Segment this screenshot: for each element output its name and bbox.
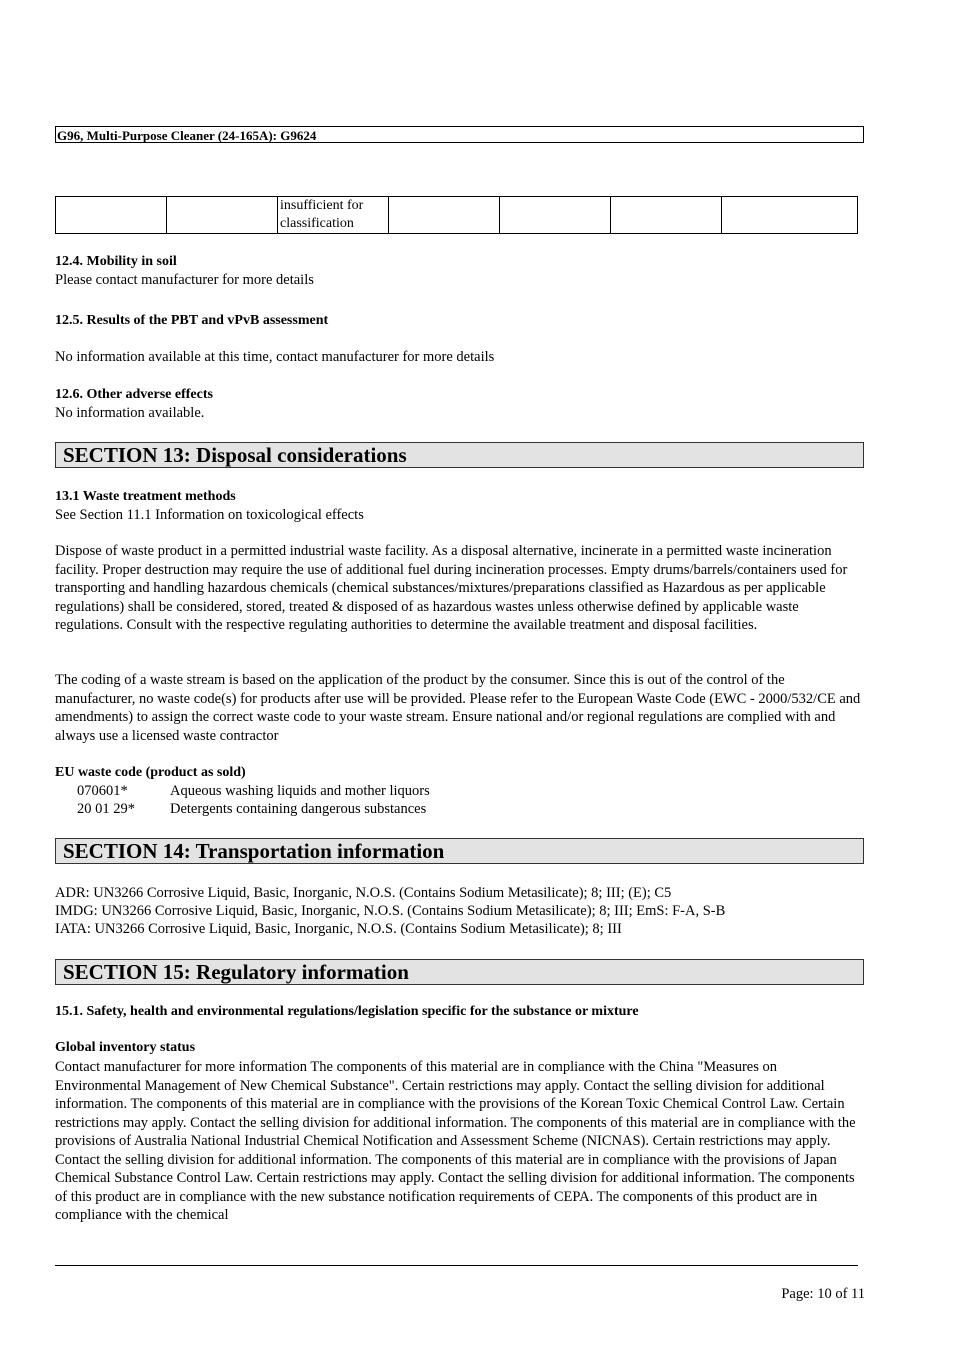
- waste-code: 070601*: [77, 783, 128, 799]
- section-13-title: SECTION 13: Disposal considerations: [55, 442, 864, 468]
- heading-global-inventory: Global inventory status: [55, 1040, 196, 1055]
- text-pbt-assessment: No information available at this time, contact manufacturer for more details: [55, 349, 495, 365]
- table-cell: [500, 197, 611, 234]
- text-waste-treatment: See Section 11.1 Information on toxicological effects: [55, 507, 364, 523]
- heading-eu-waste-code: EU waste code (product as sold): [55, 765, 246, 780]
- waste-code-row: [55, 800, 555, 819]
- heading-waste-treatment: 13.1 Waste treatment methods: [55, 489, 236, 504]
- transport-adr: ADR: UN3266 Corrosive Liquid, Basic, Inorganic, N.O.S. (Contains Sodium Metasilicate); 8; III; (E); C5: [55, 885, 672, 901]
- table-row: [56, 197, 858, 234]
- waste-code-row: [55, 782, 555, 801]
- table-cell: [722, 197, 858, 234]
- continued-table: [55, 196, 858, 234]
- table-cell: [611, 197, 722, 234]
- heading-regulations: 15.1. Safety, health and environmental regulations/legislation specific for the substance or mixture: [55, 1004, 639, 1019]
- footer-divider: [55, 1265, 858, 1266]
- paragraph-waste-coding: The coding of a waste stream is based on the application of the product by the consumer. Since this is out of the control of the manufacturer, no waste code(s) for products after use will be provided. Please refer to the European Waste Code (EWC - 2000/532/CE and amendments) to assign the correct waste code to your waste stream. Ensure national and/or regional regulations are complied with and always use a licensed waste contractor: [55, 672, 861, 744]
- page-number: Page: 10 of 11: [781, 1286, 865, 1302]
- section-15-title: SECTION 15: Regulatory information: [55, 959, 864, 985]
- table-cell: [56, 197, 167, 234]
- table-cell: [389, 197, 500, 234]
- paragraph-global-inventory: Contact manufacturer for more information The components of this material are in compliance with the China "Measures on Environmental Management of New Chemical Substance". Certain restrictions may apply. Contact the selling division for additional information. The components of this material are in compliance with the provisions of the Korean Toxic Chemical Control Law. Certain restrictions may apply. Contact the selling division for additional information. The components of this material are in compliance with the provisions of Australia National Industrial Chemical Notification and Assessment Scheme (NICNAS). Certain restrictions may apply. Contact the selling division for additional information. The components of this material are in compliance with the provisions of Japan Chemical Substance Control Law. Certain restrictions may apply. Contact the selling division for additional information. The components of this product are in compliance with the new substance notification requirements of CEPA. The components of this product are in compliance with the chemical: [55, 1059, 856, 1223]
- transport-iata: IATA: UN3266 Corrosive Liquid, Basic, Inorganic, N.O.S. (Contains Sodium Metasilicate); 8; III: [55, 921, 622, 937]
- table-cell: insufficient for classification: [278, 197, 389, 234]
- waste-code-description: Aqueous washing liquids and mother liquors: [170, 783, 430, 799]
- waste-code-description: Detergents containing dangerous substances: [170, 801, 427, 817]
- document-header: G96, Multi-Purpose Cleaner (24-165A): G9624: [55, 126, 864, 143]
- transport-imdg: IMDG: UN3266 Corrosive Liquid, Basic, Inorganic, N.O.S. (Contains Sodium Metasilicate); 8; III; EmS: F-A, S-B: [55, 903, 726, 919]
- heading-pbt-assessment: 12.5. Results of the PBT and vPvB assessment: [55, 313, 329, 328]
- text-mobility-in-soil: Please contact manufacturer for more details: [55, 272, 314, 288]
- heading-mobility-in-soil: 12.4. Mobility in soil: [55, 254, 177, 269]
- table-cell: [167, 197, 278, 234]
- heading-other-adverse-effects: 12.6. Other adverse effects: [55, 387, 213, 402]
- text-other-adverse-effects: No information available.: [55, 405, 205, 421]
- paragraph-disposal: Dispose of waste product in a permitted industrial waste facility. As a disposal alternative, incinerate in a permitted waste incineration facility. Proper destruction may require the use of additional fuel during incineration processes. Empty drums/barrels/containers used for transporting and handling hazardous chemicals (chemical substances/mixtures/preparations classified as Hazardous as per applicable regulations) shall be considered, stored, treated & disposed of as hazardous wastes unless otherwise defined by applicable waste regulations. Consult with the respective regulating authorities to determine the available treatment and disposal facilities.: [55, 543, 848, 633]
- waste-code: 20 01 29*: [77, 801, 135, 817]
- section-14-title: SECTION 14: Transportation information: [55, 838, 864, 864]
